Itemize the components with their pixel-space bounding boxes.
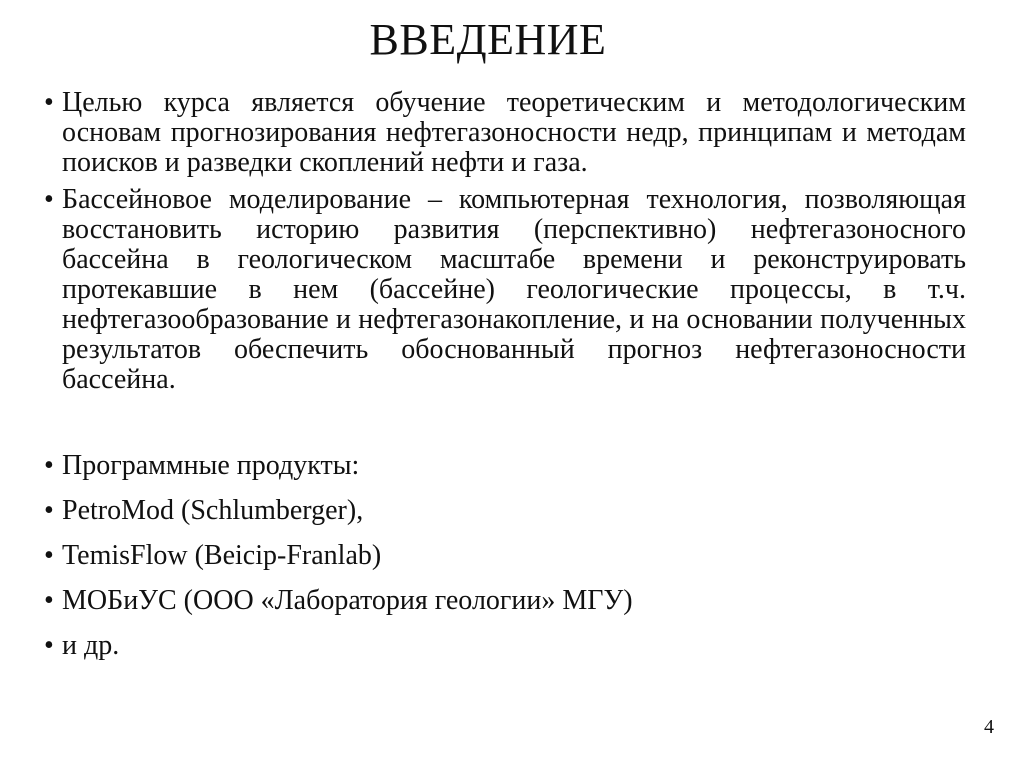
bullet-basin-modeling: • Бассейновое моделирование – компьютерная технология, позволяющая восстановить историю развития (перспективно) нефтегазоносного бассейна в геологическом масштабе времени и реконструировать протекавшие в нем (бассейне) геологические процессы, в т.ч. нефтегазообразование и нефтегазонакопление, и на основании полученных результатов обеспечить обоснованный прогноз нефтегазоносности бассейна. bbox=[44, 185, 966, 395]
bullet-mobius: • МОБиУС (ООО «Лаборатория геологии» МГУ) bbox=[44, 586, 966, 616]
bullet-etc: • и др. bbox=[44, 631, 966, 661]
bullet-course-goal: • Целью курса является обучение теоретическим и методологическим основам прогнозирования нефтегазоносности недр, принципам и методам поисков и разведки скоплений нефти и газа. bbox=[44, 88, 966, 178]
slide-title: ВВЕДЕНИЕ bbox=[369, 15, 607, 64]
bullet-list bbox=[44, 88, 966, 676]
bullet-software-products: • Программные продукты: bbox=[44, 451, 966, 481]
bullet-petromod: • PetroMod (Schlumberger), bbox=[44, 496, 966, 526]
bullet-temisflow: • TemisFlow (Beicip-Franlab) bbox=[44, 541, 966, 571]
page-number: 4 bbox=[984, 716, 994, 738]
